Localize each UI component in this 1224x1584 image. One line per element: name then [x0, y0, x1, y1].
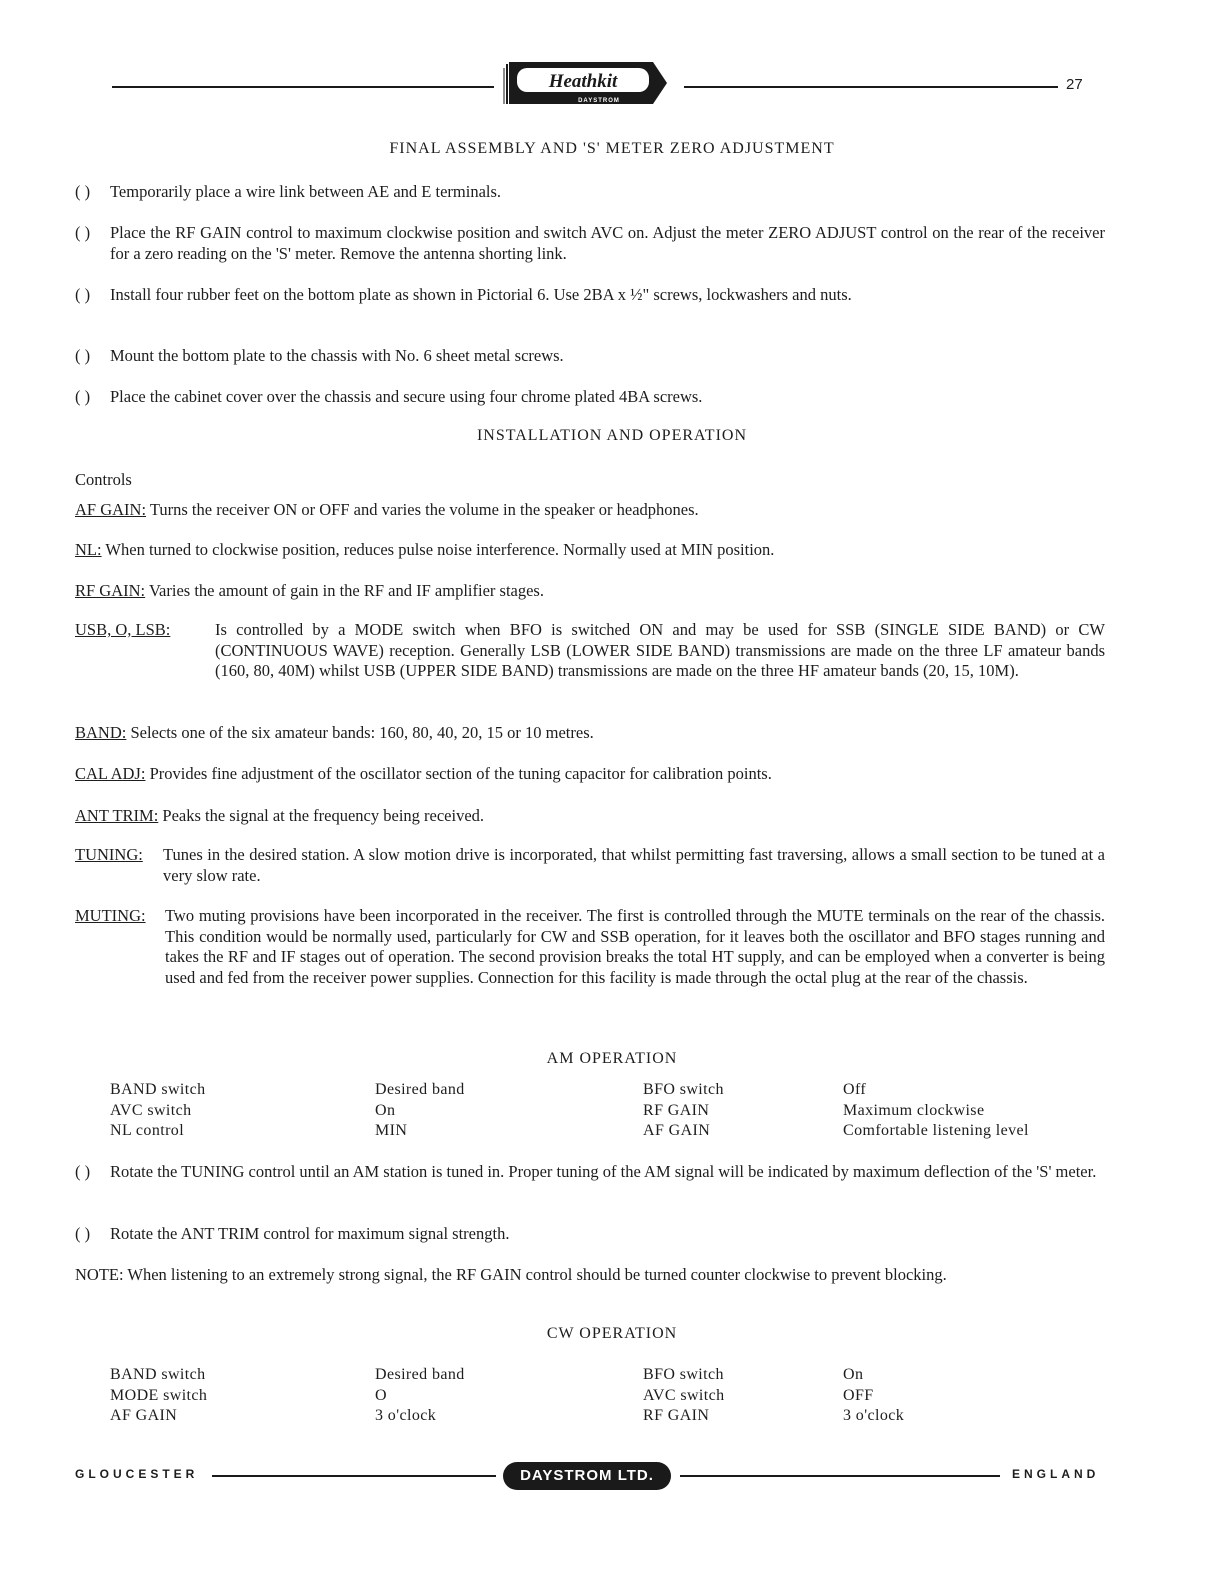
- control-text: Is controlled by a MODE switch when BFO is switched ON and may be used for SSB (SINGLE SIDE BAND) or CW (CONTINUOUS WAVE) reception. Generally LSB (LOWER SIDE BAND) transmissions are made on the three LF amateur bands (160, 80, 40M) whilst USB (UPPER SIDE BAND) transmissions are made on the three HF amateur bands (20, 15, 10M).: [215, 620, 1105, 680]
- table-cell: OFF: [843, 1386, 874, 1404]
- table-cell: RF GAIN: [643, 1101, 710, 1119]
- control-term: NL:: [75, 540, 102, 559]
- am-operation-title: AM OPERATION: [546, 1050, 678, 1067]
- assembly-step: [75, 222, 1105, 264]
- checkbox[interactable]: ( ): [75, 182, 91, 201]
- control-text: Two muting provisions have been incorporated in the receiver. The first is controlled through the MUTE terminals on the rear of the chassis. This condition would be normally used, particularly for CW and SSB operation, for it leaves both the oscillator and BFO stages running and takes the RF and IF stages out of operation. The second provision breaks the total HT supply, and can be employed when a converter is being used and fed from the receiver power supplies. Connection for this facility is made through the octal plug at the rear of the chassis.: [165, 906, 1105, 987]
- step-text: Rotate the TUNING control until an AM station is tuned in. Proper tuning of the AM signal will be indicated by maximum deflection of the 'S' meter.: [110, 1162, 1097, 1181]
- sub-brand-text: DAYSTROM: [578, 98, 620, 104]
- control-term: ANT TRIM:: [75, 806, 159, 825]
- control-term: USB, O, LSB:: [75, 620, 171, 639]
- am-step: [75, 1161, 1105, 1182]
- table-cell: BAND switch: [110, 1081, 206, 1098]
- step-text: Place the cabinet cover over the chassis and secure using four chrome plated 4BA screws.: [110, 387, 703, 406]
- control-term: AF GAIN:: [75, 500, 147, 519]
- control-text: Peaks the signal at the frequency being received.: [162, 806, 485, 825]
- control-ant-trim: [75, 805, 1105, 826]
- controls-label: Controls: [75, 470, 132, 489]
- table-cell: On: [843, 1366, 864, 1383]
- assembly-step: [75, 386, 1105, 407]
- installation-title: INSTALLATION AND OPERATION: [476, 427, 748, 444]
- header-rule-right: [684, 86, 1058, 88]
- step-text: Mount the bottom plate to the chassis with No. 6 sheet metal screws.: [110, 346, 564, 365]
- header-rule-left: [112, 86, 494, 88]
- assembly-step: [75, 345, 1105, 366]
- control-term: TUNING:: [75, 845, 143, 864]
- table-row: [110, 1407, 1103, 1428]
- checkbox[interactable]: ( ): [75, 387, 91, 406]
- control-rf-gain: [75, 580, 1105, 601]
- control-text: Provides fine adjustment of the oscillator section of the tuning capacitor for calibration points.: [149, 764, 772, 783]
- am-step: [75, 1223, 1105, 1244]
- table-row: [110, 1102, 1103, 1123]
- checkbox[interactable]: ( ): [75, 223, 91, 242]
- control-text: Turns the receiver ON or OFF and varies the volume in the speaker or headphones.: [149, 500, 699, 519]
- table-row: [110, 1387, 1103, 1408]
- table-cell: Maximum clockwise: [843, 1101, 985, 1119]
- table-cell: Comfortable listening level: [843, 1122, 1029, 1139]
- footer-rule-right: [680, 1475, 1000, 1477]
- footer-rule-left: [212, 1475, 496, 1477]
- am-settings-table: [110, 1081, 1103, 1143]
- table-cell: Desired band: [375, 1366, 465, 1383]
- page-number: 27: [1066, 76, 1083, 93]
- table-row: [110, 1081, 1103, 1102]
- step-text: Place the RF GAIN control to maximum clockwise position and switch AVC on. Adjust the meter ZERO ADJUST control on the rear of the receiver for a zero reading on the 'S' meter. Remove the antenna shorting link.: [110, 223, 1105, 263]
- table-cell: AVC switch: [110, 1101, 192, 1119]
- checkbox[interactable]: ( ): [75, 1224, 91, 1243]
- control-text: When turned to clockwise position, reduces pulse noise interference. Normally used at MIN position.: [105, 540, 775, 559]
- control-muting: [75, 906, 1105, 988]
- control-cal-adj: [75, 763, 1105, 784]
- control-nl: [75, 539, 1105, 560]
- table-cell: NL control: [110, 1122, 185, 1139]
- step-text: Install four rubber feet on the bottom plate as shown in Pictorial 6. Use 2BA x ½" screws, lockwashers and nuts.: [110, 285, 852, 304]
- checkbox[interactable]: ( ): [75, 285, 91, 304]
- footer-right: ENGLAND: [1012, 1467, 1100, 1481]
- control-term: CAL ADJ:: [75, 764, 146, 783]
- table-cell: AF GAIN: [110, 1407, 178, 1424]
- table-cell: BAND switch: [110, 1366, 206, 1383]
- table-cell: BFO switch: [643, 1081, 724, 1098]
- cw-settings-table: [110, 1366, 1103, 1428]
- table-row: [110, 1122, 1103, 1143]
- table-cell: O: [375, 1386, 387, 1404]
- table-cell: Off: [843, 1081, 867, 1098]
- table-cell: AF GAIN: [643, 1122, 711, 1139]
- table-row: [110, 1366, 1103, 1387]
- control-usb-o-lsb: [75, 620, 1105, 682]
- control-term: BAND:: [75, 723, 127, 742]
- step-text: Temporarily place a wire link between AE and E terminals.: [110, 182, 502, 201]
- footer-left: GLOUCESTER: [75, 1467, 199, 1481]
- control-text: Tunes in the desired station. A slow motion drive is incorporated, that whilst permitting fast traversing, allows a small section to be tuned at a very slow rate.: [163, 845, 1105, 885]
- table-cell: BFO switch: [643, 1366, 724, 1383]
- control-text: Selects one of the six amateur bands: 160, 80, 40, 20, 15 or 10 metres.: [130, 723, 594, 742]
- table-cell: MODE switch: [110, 1386, 208, 1404]
- step-text: Rotate the ANT TRIM control for maximum signal strength.: [110, 1224, 510, 1243]
- control-af-gain: [75, 499, 1105, 520]
- control-term: RF GAIN:: [75, 581, 146, 600]
- final-assembly-title: FINAL ASSEMBLY AND 'S' METER ZERO ADJUSTMENT: [389, 140, 835, 157]
- table-cell: RF GAIN: [643, 1407, 710, 1424]
- control-tuning: [75, 845, 1105, 886]
- heathkit-logo: [503, 60, 669, 106]
- brand-text: Heathkit: [548, 71, 618, 92]
- table-cell: AVC switch: [643, 1386, 725, 1404]
- checkbox[interactable]: ( ): [75, 1162, 91, 1181]
- cw-operation-title: CW OPERATION: [546, 1325, 678, 1342]
- control-band: [75, 722, 1105, 743]
- am-note: NOTE: When listening to an extremely strong signal, the RF GAIN control should be turned counter clockwise to prevent blocking.: [75, 1265, 947, 1284]
- table-cell: On: [375, 1101, 396, 1119]
- assembly-step: [75, 181, 1105, 202]
- checkbox[interactable]: ( ): [75, 346, 91, 365]
- assembly-step: [75, 284, 1105, 305]
- footer-badge: DAYSTROM LTD.: [503, 1462, 671, 1490]
- control-term: MUTING:: [75, 906, 146, 925]
- control-text: Varies the amount of gain in the RF and IF amplifier stages.: [148, 581, 544, 600]
- table-cell: 3 o'clock: [375, 1407, 437, 1424]
- table-cell: Desired band: [375, 1081, 465, 1098]
- table-cell: 3 o'clock: [843, 1407, 905, 1424]
- table-cell: MIN: [375, 1122, 408, 1139]
